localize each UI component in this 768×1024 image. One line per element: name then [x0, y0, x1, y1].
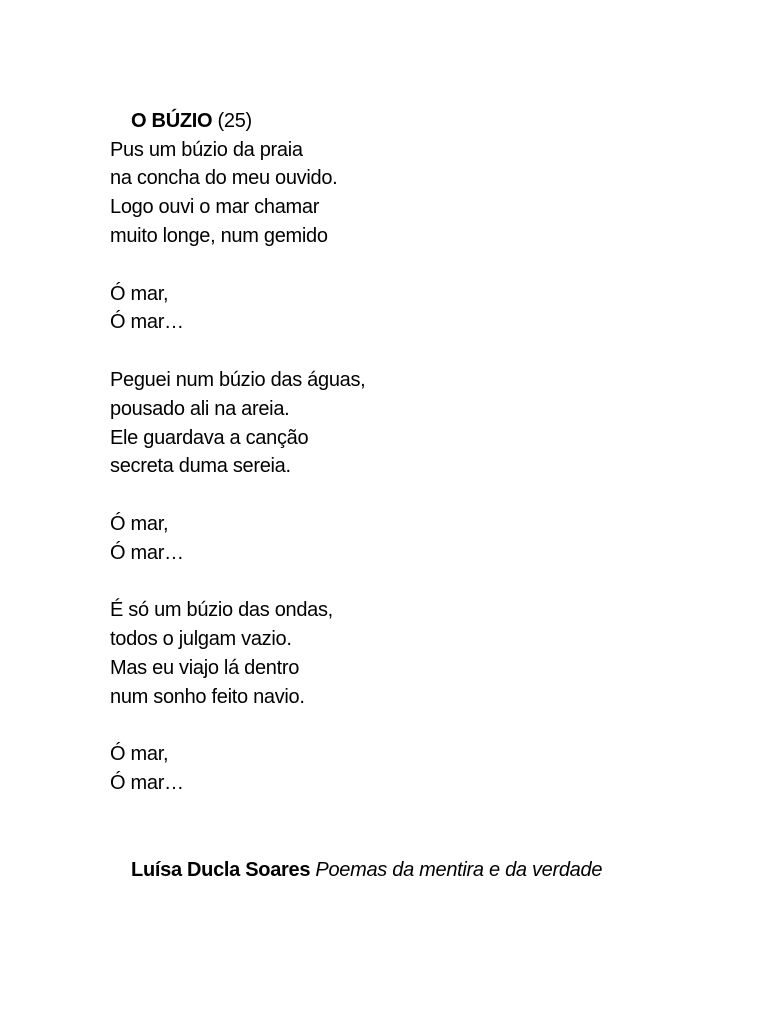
- refrain-line: Ó mar,: [110, 743, 169, 766]
- book-title: Poemas da mentira e da verdade: [315, 858, 603, 881]
- verse-line: Pus um búzio da praia: [110, 138, 303, 161]
- title-number: (25): [217, 109, 252, 132]
- verse-line: Peguei num búzio das águas,: [110, 368, 366, 391]
- refrain-3: [110, 740, 730, 798]
- spacer: [110, 568, 730, 597]
- spacer: [110, 798, 730, 827]
- verse-line: É só um búzio das ondas,: [110, 599, 333, 622]
- credit-line: [110, 827, 730, 881]
- author-name: Luísa Ducla Soares: [131, 858, 311, 881]
- title-main: O BÚZIO: [131, 109, 213, 132]
- verse-line: na concha do meu ouvido.: [110, 167, 338, 190]
- verse-line: todos o julgam vazio.: [110, 628, 292, 651]
- refrain-line: Ó mar…: [110, 541, 184, 564]
- stanza-2: [110, 366, 730, 481]
- verse-line: pousado ali na areia.: [110, 397, 290, 420]
- spacer: [110, 712, 730, 741]
- verse-line: num sonho feito navio.: [110, 685, 305, 708]
- poem-title: [110, 78, 730, 132]
- verse-line: secreta duma sereia.: [110, 455, 291, 478]
- stanza-3: [110, 596, 730, 711]
- refrain-1: [110, 280, 730, 338]
- refrain-2: [110, 510, 730, 568]
- spacer: [110, 337, 730, 366]
- verse-line: Mas eu viajo lá dentro: [110, 656, 300, 679]
- verse-line: Logo ouvi o mar chamar: [110, 196, 320, 219]
- verse-line: muito longe, num gemido: [110, 224, 328, 247]
- refrain-line: Ó mar…: [110, 772, 184, 795]
- refrain-line: Ó mar,: [110, 282, 169, 305]
- spacer: [110, 251, 730, 280]
- verse-line: Ele guardava a canção: [110, 426, 309, 449]
- stanza-1: [110, 136, 730, 251]
- refrain-line: Ó mar…: [110, 311, 184, 334]
- refrain-line: Ó mar,: [110, 512, 169, 535]
- spacer: [110, 481, 730, 510]
- poem-page: [110, 78, 730, 881]
